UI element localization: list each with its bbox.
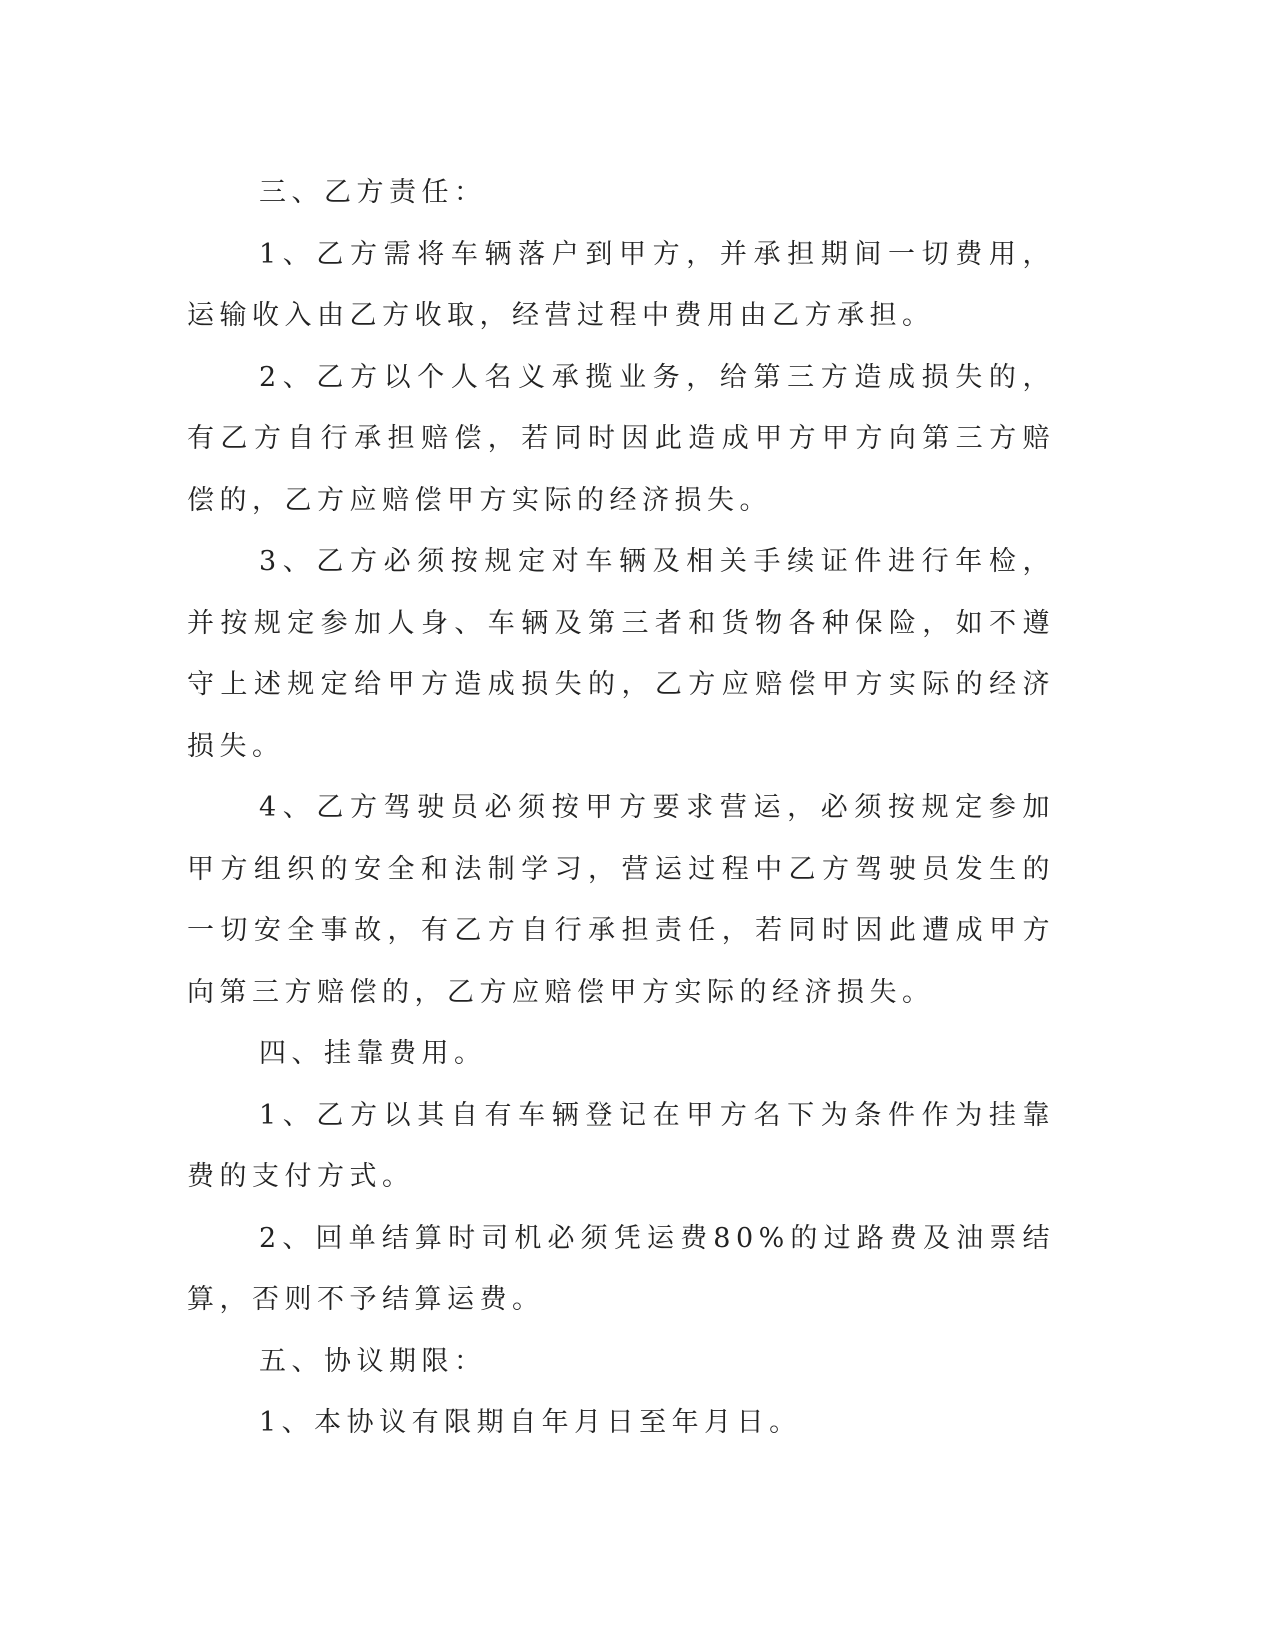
clause-3-1: 1、乙方需将车辆落户到甲方，并承担期间一切费用，运输收入由乙方收取，经营过程中费用由乙方承担。 bbox=[187, 238, 1055, 331]
document-body bbox=[187, 162, 1055, 1454]
section-heading-affiliation-fees: 四、挂靠费用。 bbox=[259, 1038, 487, 1069]
clause-3-2: 2、乙方以个人名义承揽业务，给第三方造成损失的，有乙方自行承担赔偿，若同时因此造成甲方甲方向第三方赔偿的，乙方应赔偿甲方实际的经济损失。 bbox=[187, 361, 1055, 516]
clause-3-3: 3、乙方必须按规定对车辆及相关手续证件进行年检，并按规定参加人身、车辆及第三者和货物各种保险，如不遵守上述规定给甲方造成损失的，乙方应赔偿甲方实际的经济损失。 bbox=[187, 546, 1055, 762]
clause-4-2: 2、回单结算时司机必须凭运费80%的过路费及油票结算，否则不予结算运费。 bbox=[187, 1222, 1055, 1315]
clause-4-1: 1、乙方以其自有车辆登记在甲方名下为条件作为挂靠费的支付方式。 bbox=[187, 1099, 1055, 1192]
section-heading-agreement-term: 五、协议期限： bbox=[259, 1345, 487, 1377]
clause-3-4: 4、乙方驾驶员必须按甲方要求营运，必须按规定参加甲方组织的安全和法制学习，营运过程中乙方驾驶员发生的一切安全事故，有乙方自行承担责任，若同时因此遭成甲方向第三方赔偿的，乙方应赔偿甲方实际的经济损失。 bbox=[187, 792, 1055, 1008]
clause-5-1: 1、本协议有限期自年月日至年月日。 bbox=[259, 1407, 802, 1438]
section-heading-party-b-duties: 三、乙方责任： bbox=[259, 177, 487, 208]
